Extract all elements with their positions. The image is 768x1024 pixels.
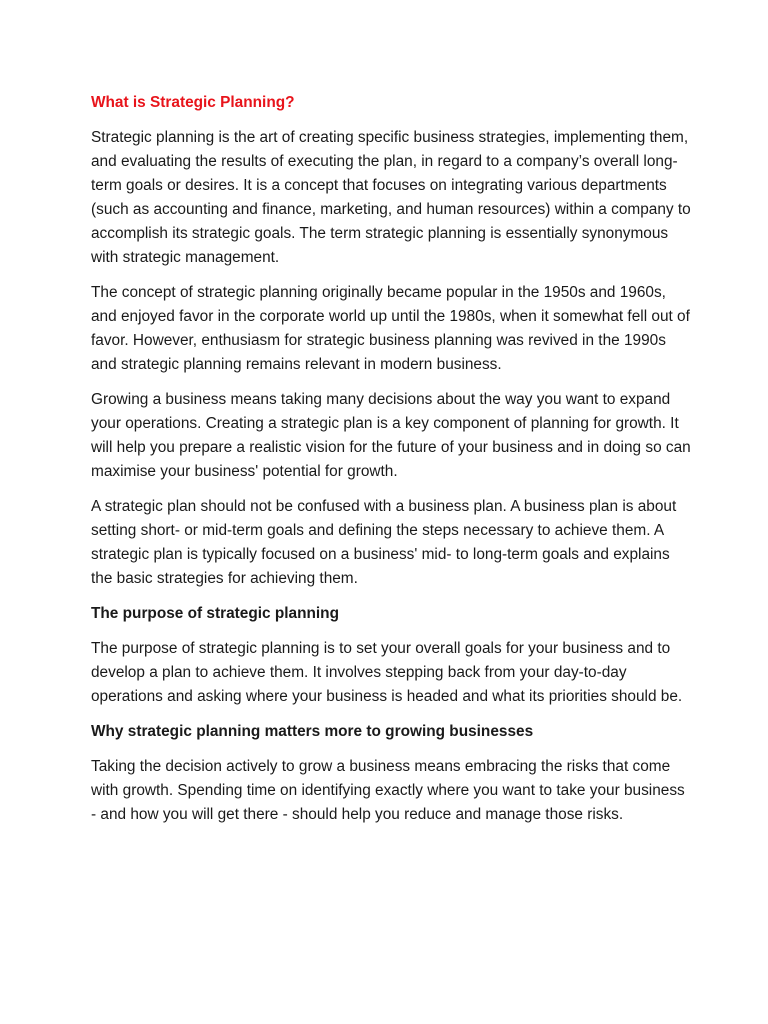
- paragraph-growing-businesses: Taking the decision actively to grow a business means embracing the risks that come with growth. Spending time on identifying exactly where you want to take your business - and how you will get there - should help you reduce and manage those risks.: [91, 758, 685, 823]
- document-title: What is Strategic Planning?: [91, 94, 295, 111]
- section-heading-purpose: The purpose of strategic planning: [91, 605, 339, 622]
- section-heading-growing-businesses: Why strategic planning matters more to growing businesses: [91, 723, 534, 740]
- paragraph-intro-3: Growing a business means taking many decisions about the way you want to expand your operations. Creating a strategic plan is a key component of planning for growth. It will help you prepare a realistic vision for the future of your business and in doing so can maximise your business' potential for growth.: [91, 391, 691, 480]
- document-page: [91, 91, 691, 838]
- paragraph-intro-2: The concept of strategic planning originally became popular in the 1950s and 1960s, and enjoyed favor in the corporate world up until the 1980s, when it somewhat fell out of favor. However, enthusiasm for strategic business planning was revived in the 1990s and strategic planning remains relevant in modern business.: [91, 284, 690, 373]
- paragraph-intro-1: Strategic planning is the art of creating specific business strategies, implementing them, and evaluating the results of executing the plan, in regard to a company’s overall long-term goals or desires. It is a concept that focuses on integrating various departments (such as accounting and finance, marketing, and human resources) within a company to accomplish its strategic goals. The term strategic planning is essentially synonymous with strategic management.: [91, 129, 691, 266]
- paragraph-intro-4: A strategic plan should not be confused with a business plan. A business plan is about setting short- or mid-term goals and defining the steps necessary to achieve them. A strategic plan is typically focused on a business' mid- to long-term goals and explains the basic strategies for achieving them.: [91, 498, 677, 587]
- paragraph-purpose: The purpose of strategic planning is to set your overall goals for your business and to develop a plan to achieve them. It involves stepping back from your day-to-day operations and asking where your business is headed and what its priorities should be.: [91, 640, 683, 705]
